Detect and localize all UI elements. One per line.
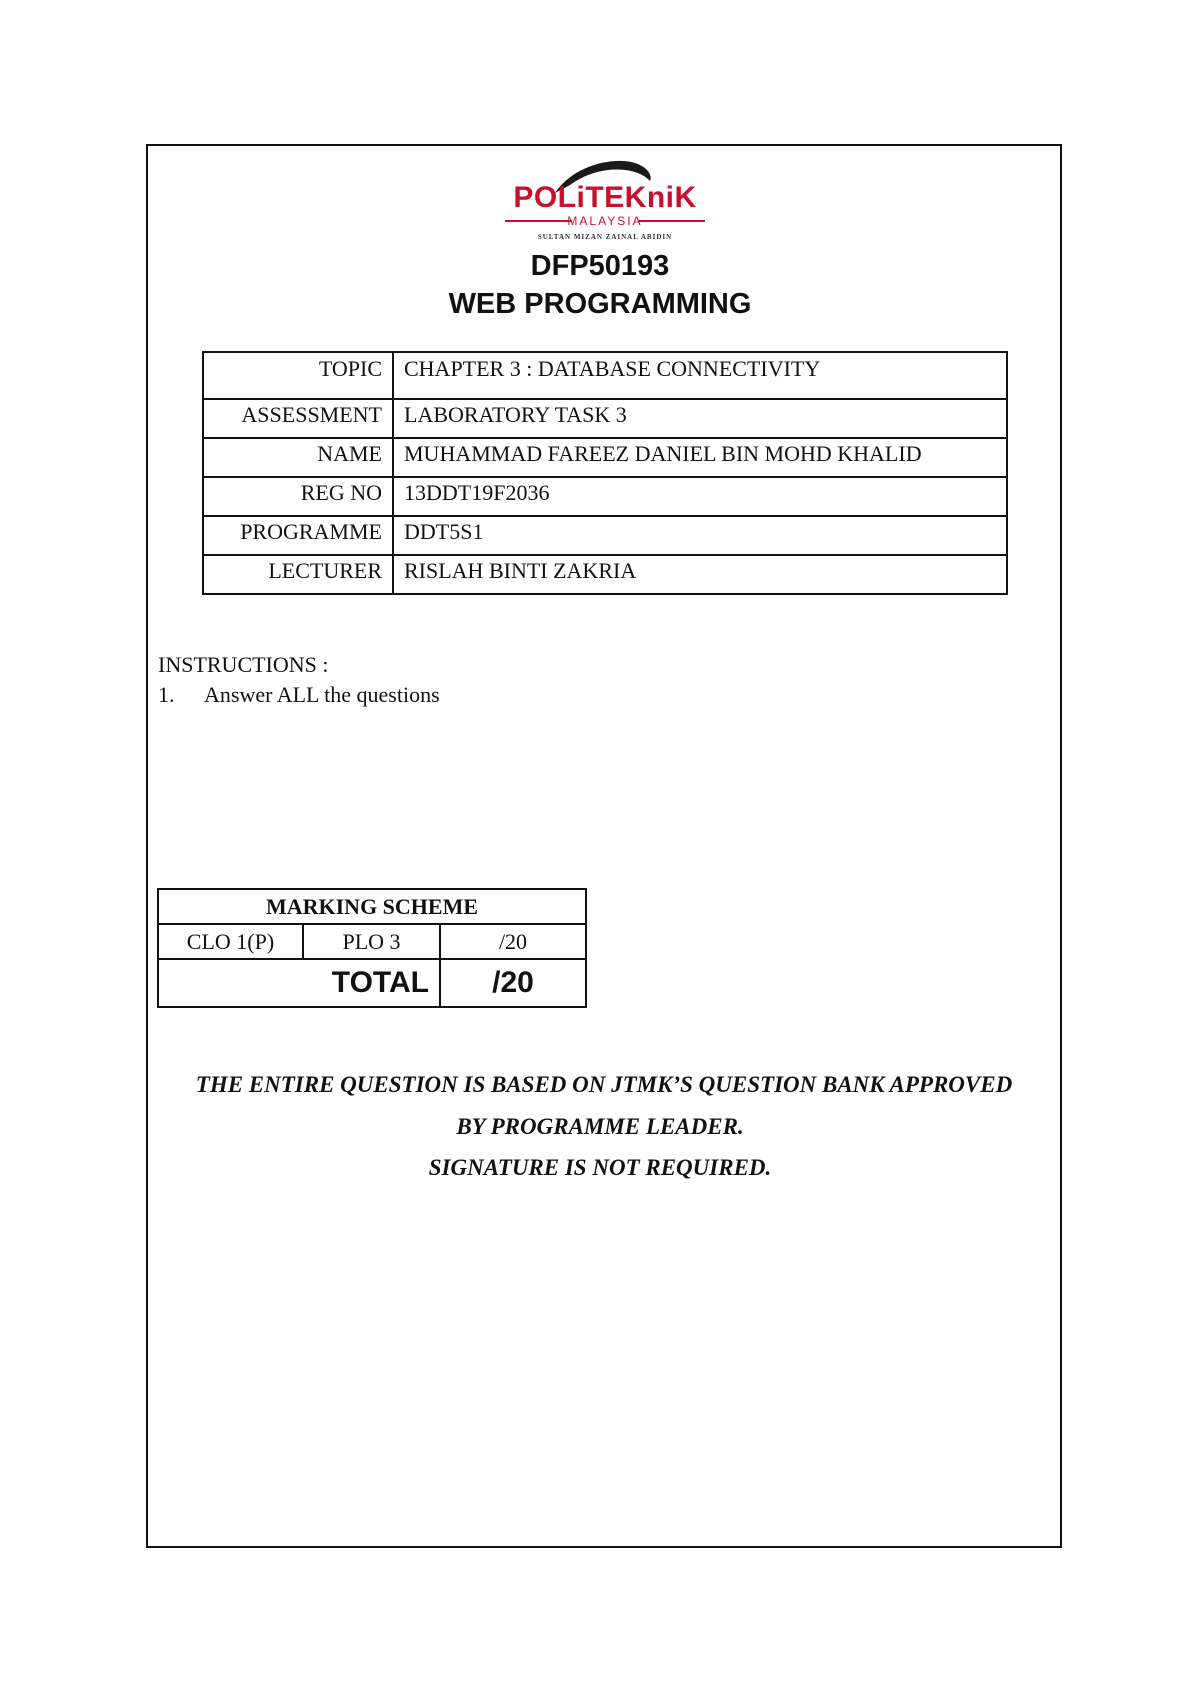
instruction-number: 1.	[158, 682, 175, 707]
score-cell: /20	[440, 924, 586, 959]
cover-info-table	[202, 351, 1008, 595]
info-row-assessment	[203, 399, 1007, 438]
instruction-item	[158, 680, 440, 710]
info-value: DDT5S1	[393, 516, 1007, 555]
total-value: /20	[440, 959, 586, 1007]
info-value: 13DDT19F2036	[393, 477, 1007, 516]
notice-line-1: THE ENTIRE QUESTION IS BASED ON JTMK’S QUESTION BANK APPROVED	[195, 1072, 1013, 1097]
info-label: ASSESSMENT	[203, 399, 393, 438]
info-value: CHAPTER 3 : DATABASE CONNECTIVITY	[393, 352, 1007, 399]
logo-text: POLiTEKniK	[513, 181, 697, 214]
info-value: MUHAMMAD FAREEZ DANIEL BIN MOHD KHALID	[393, 438, 1007, 477]
info-row-programme	[203, 516, 1007, 555]
marking-scheme-table	[157, 888, 587, 1008]
clo-cell: CLO 1(P)	[158, 924, 303, 959]
info-value: LABORATORY TASK 3	[393, 399, 1007, 438]
course-name: WEB PROGRAMMING	[448, 288, 752, 320]
marking-scheme-row	[158, 924, 586, 959]
total-row	[158, 959, 586, 1007]
total-label: TOTAL	[158, 959, 440, 1007]
info-row-topic	[203, 352, 1007, 399]
instruction-text: Answer ALL the questions	[204, 682, 440, 707]
info-value: RISLAH BINTI ZAKRIA	[393, 555, 1007, 594]
logo-campus: SULTAN MIZAN ZAINAL ABIDIN	[537, 233, 673, 241]
info-label: PROGRAMME	[203, 516, 393, 555]
info-row-lecturer	[203, 555, 1007, 594]
notice-line-2: BY PROGRAMME LEADER.	[456, 1114, 744, 1139]
instructions-heading: INSTRUCTIONS :	[158, 652, 329, 677]
info-label: NAME	[203, 438, 393, 477]
info-row-name	[203, 438, 1007, 477]
logo-subtext: MALAYSIA	[567, 214, 643, 228]
info-label: LECTURER	[203, 555, 393, 594]
info-label: TOPIC	[203, 352, 393, 399]
info-label: REG NO	[203, 477, 393, 516]
politeknik-logo	[500, 155, 710, 245]
plo-cell: PLO 3	[303, 924, 440, 959]
course-code: DFP50193	[530, 250, 670, 282]
instructions	[158, 650, 440, 710]
marking-scheme-title: MARKING SCHEME	[158, 889, 586, 924]
info-row-reg-no	[203, 477, 1007, 516]
notice-line-3: SIGNATURE IS NOT REQUIRED.	[428, 1155, 772, 1180]
